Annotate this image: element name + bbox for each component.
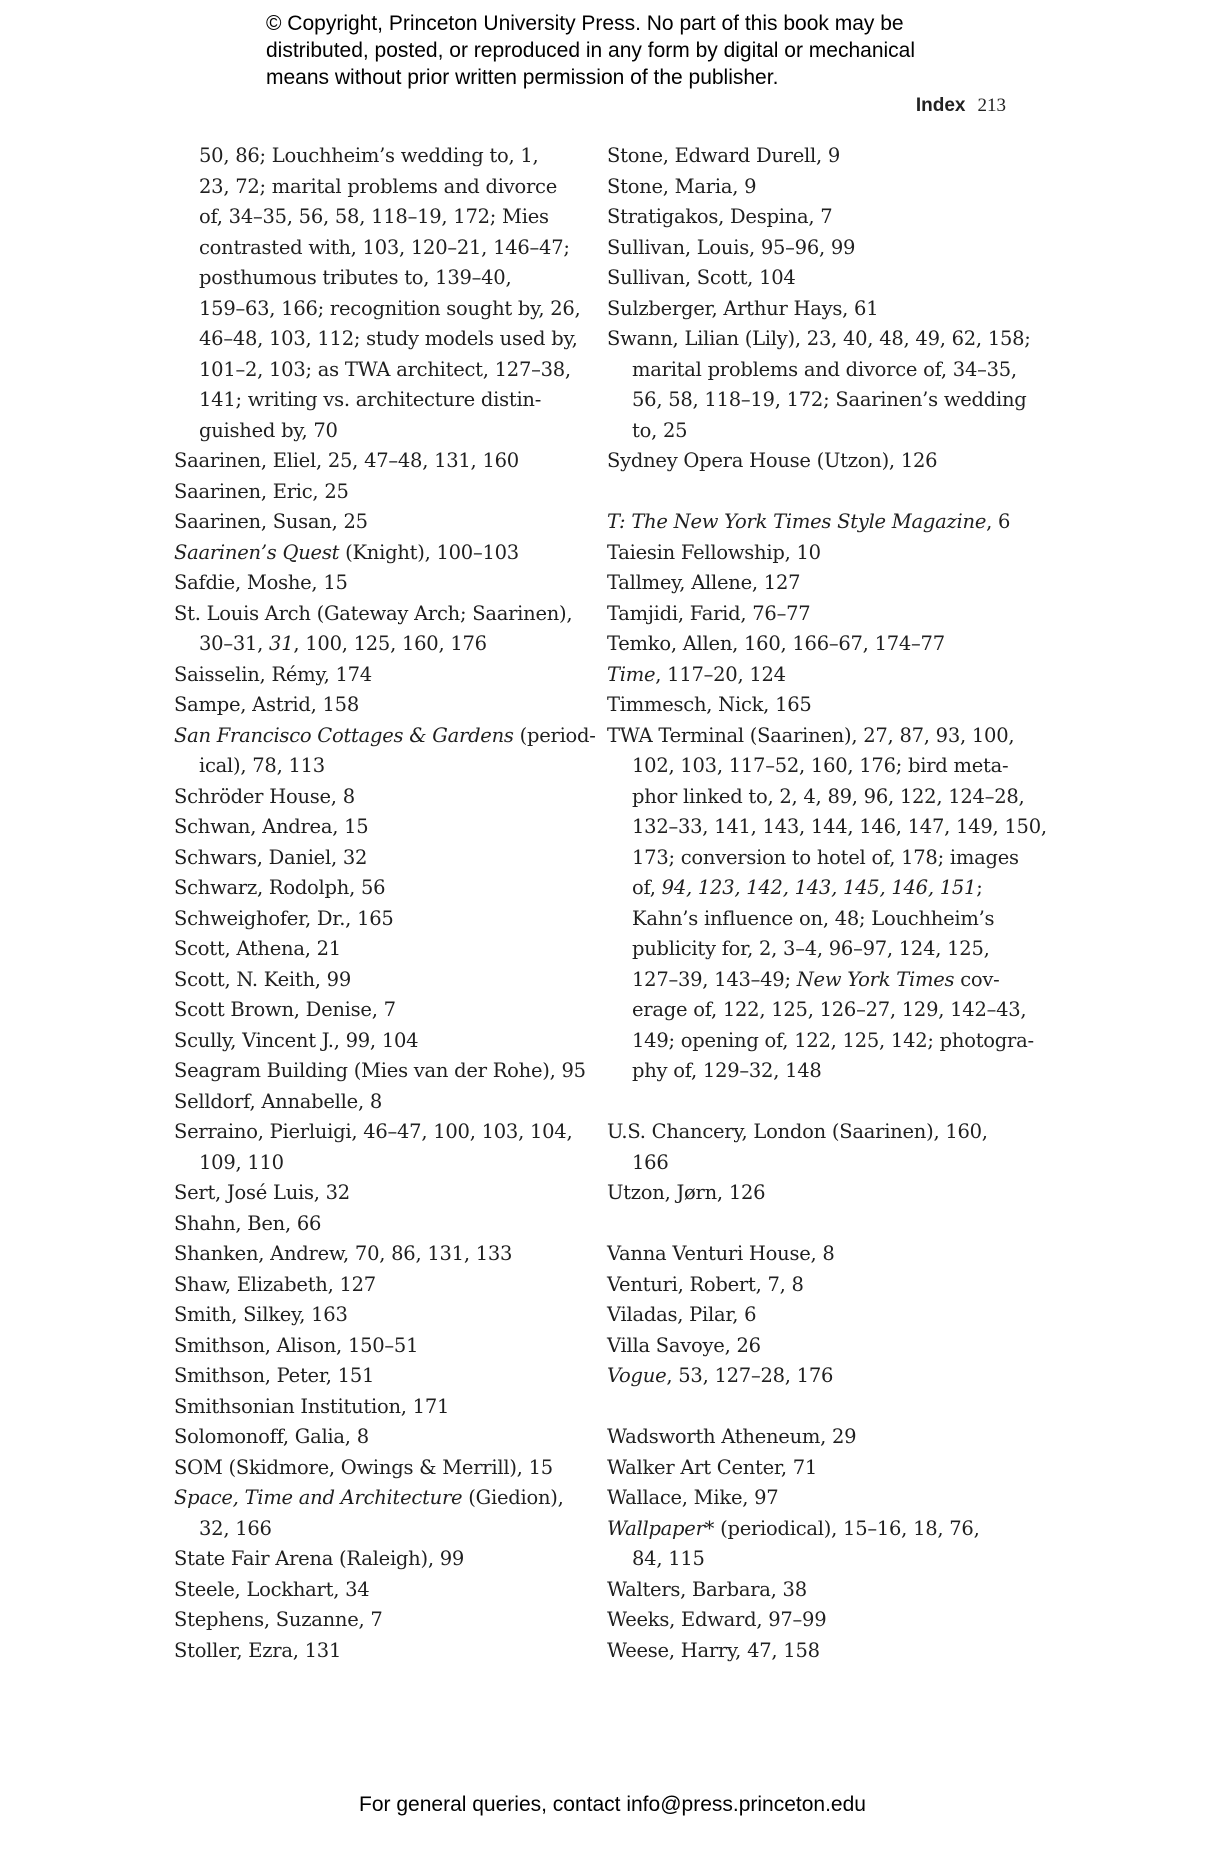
index-entry: Wadsworth Atheneum, 29 bbox=[607, 1425, 857, 1448]
entry-text: , 117–20, 124 bbox=[655, 662, 786, 686]
index-entry-continuation bbox=[607, 873, 1022, 904]
italic-page-ref: 31 bbox=[269, 632, 294, 655]
index-entry: Schröder House, 8 bbox=[174, 784, 355, 808]
index-entry-continuation: ical), 78, 113 bbox=[199, 754, 325, 777]
index-entry-continuation: 102, 103, 117–52, 160, 176; bird meta- bbox=[632, 754, 1009, 777]
copyright-line: © Copyright, Princeton University Press. No part of this book may be bbox=[266, 12, 904, 35]
index-entry: Sulzberger, Arthur Hays, 61 bbox=[607, 296, 879, 320]
index-entry-continuation: 159–63, 166; recognition sought by, 26, bbox=[199, 296, 581, 320]
index-entry-continuation: 166 bbox=[632, 1150, 669, 1174]
index-entry-continuation bbox=[174, 629, 586, 660]
index-entry-continuation: 132–33, 141, 143, 144, 146, 147, 149, 150, bbox=[632, 815, 1047, 838]
index-entry: Timmesch, Nick, 165 bbox=[607, 693, 812, 716]
index-entry: Viladas, Pilar, 6 bbox=[607, 1303, 757, 1326]
index-entry: Tamjidi, Farid, 76–77 bbox=[607, 601, 811, 625]
index-entry: Saarinen, Susan, 25 bbox=[174, 510, 368, 533]
index-entry: TWA Terminal (Saarinen), 27, 87, 93, 100, bbox=[607, 723, 1015, 747]
italic-title: San Francisco Cottages & Gardens bbox=[174, 723, 514, 747]
entry-text: (Giedion), bbox=[462, 1486, 564, 1509]
index-entry bbox=[607, 1361, 1022, 1392]
index-entry: Solomonoff, Galia, 8 bbox=[174, 1425, 369, 1448]
index-entry: Saarinen, Eric, 25 bbox=[174, 479, 349, 503]
entry-text: of, bbox=[632, 876, 662, 899]
index-entry bbox=[174, 538, 586, 569]
index-entry-continuation: 46–48, 103, 112; study models used by, bbox=[199, 327, 578, 350]
index-entry: Sert, José Luis, 32 bbox=[174, 1181, 350, 1204]
index-entry-continuation: 32, 166 bbox=[199, 1516, 272, 1540]
index-entry: Sydney Opera House (Utzon), 126 bbox=[607, 449, 938, 472]
index-entry: Scully, Vincent J., 99, 104 bbox=[174, 1028, 419, 1052]
index-entry-continuation: phy of, 129–32, 148 bbox=[632, 1059, 822, 1082]
entry-text: (Knight), 100–103 bbox=[339, 540, 519, 564]
index-entry: Shaw, Elizabeth, 127 bbox=[174, 1272, 376, 1296]
index-entry: Schwars, Daniel, 32 bbox=[174, 845, 368, 869]
running-head bbox=[866, 95, 1006, 117]
italic-title: Time bbox=[607, 662, 656, 686]
index-entry: Stone, Edward Durell, 9 bbox=[607, 144, 841, 167]
index-entry: Walters, Barbara, 38 bbox=[607, 1577, 807, 1601]
index-entry-continuation: publicity for, 2, 3–4, 96–97, 124, 125, bbox=[632, 937, 990, 960]
italic-title: New York Times bbox=[796, 967, 955, 991]
index-entry bbox=[174, 1483, 586, 1514]
italic-title: Space, Time and Architecture bbox=[174, 1486, 463, 1509]
index-entry-continuation: 173; conversion to hotel of, 178; images bbox=[632, 845, 1019, 869]
index-entry: Tallmey, Allene, 127 bbox=[607, 571, 801, 594]
italic-title: Vogue bbox=[607, 1364, 667, 1387]
page-number: 213 bbox=[977, 95, 1006, 116]
index-entry: Stephens, Suzanne, 7 bbox=[174, 1608, 383, 1631]
entry-text: cov- bbox=[954, 967, 1000, 991]
letter-group-gap bbox=[607, 477, 1022, 508]
index-entry-continuation: 50, 86; Louchheim’s wedding to, 1, bbox=[199, 144, 539, 167]
index-entry bbox=[174, 721, 596, 752]
index-entry: Steele, Lockhart, 34 bbox=[174, 1577, 370, 1601]
index-entry: Vanna Venturi House, 8 bbox=[607, 1242, 835, 1265]
index-entry-continuation: guished by, 70 bbox=[199, 418, 338, 442]
index-entry-continuation bbox=[607, 965, 1022, 996]
index-entry: Smithson, Alison, 150–51 bbox=[174, 1333, 419, 1357]
index-entry: Stone, Maria, 9 bbox=[607, 174, 757, 198]
index-entry-continuation: 84, 115 bbox=[632, 1547, 705, 1570]
index-entry-continuation: 109, 110 bbox=[199, 1150, 284, 1174]
index-entry: Taiesin Fellowship, 10 bbox=[607, 540, 821, 564]
index-entry-continuation: 141; writing vs. architecture distin- bbox=[199, 388, 542, 411]
index-entry: Stoller, Ezra, 131 bbox=[174, 1638, 342, 1662]
index-entry: Villa Savoye, 26 bbox=[607, 1333, 761, 1357]
copyright-line: means without prior written permission of the publisher. bbox=[266, 66, 779, 89]
index-entry: Sullivan, Louis, 95–96, 99 bbox=[607, 235, 856, 259]
index-entry: Scott Brown, Denise, 7 bbox=[174, 998, 396, 1021]
running-head-label: Index bbox=[915, 95, 966, 116]
entry-text: St. Louis Arch (Gateway Arch; Saarinen), bbox=[174, 601, 573, 625]
index-entry: Stratigakos, Despina, 7 bbox=[607, 205, 833, 228]
index-entry: Shahn, Ben, 66 bbox=[174, 1211, 322, 1235]
index-entry: Sullivan, Scott, 104 bbox=[607, 266, 796, 289]
entry-text: , 53, 127–28, 176 bbox=[666, 1364, 834, 1387]
italic-title: Saarinen’s Quest bbox=[174, 540, 340, 564]
index-entry: Schwan, Andrea, 15 bbox=[174, 815, 369, 838]
index-entry: Sampe, Astrid, 158 bbox=[174, 693, 359, 716]
entry-text: , 6 bbox=[986, 510, 1011, 533]
index-entry: Smith, Silkey, 163 bbox=[174, 1303, 348, 1326]
index-entry-continuation: to, 25 bbox=[632, 418, 688, 442]
letter-group-gap bbox=[607, 1392, 1022, 1423]
index-entry: Selldorf, Annabelle, 8 bbox=[174, 1089, 383, 1113]
index-entry-continuation: contrasted with, 103, 120–21, 146–47; bbox=[199, 235, 570, 259]
index-entry: Seagram Building (Mies van der Rohe), 95 bbox=[174, 1059, 586, 1082]
index-entry-continuation: of, 34–35, 56, 58, 118–19, 172; Mies bbox=[199, 205, 549, 228]
index-entry: Shanken, Andrew, 70, 86, 131, 133 bbox=[174, 1242, 513, 1265]
index-entry-continuation: phor linked to, 2, 4, 89, 96, 122, 124–28, bbox=[632, 784, 1025, 808]
index-entry bbox=[607, 1514, 1022, 1545]
index-entry: Schweighofer, Dr., 165 bbox=[174, 906, 394, 930]
index-entry: Weeks, Edward, 97–99 bbox=[607, 1608, 827, 1631]
index-entry: SOM (Skidmore, Owings & Merrill), 15 bbox=[174, 1455, 553, 1479]
index-entry bbox=[607, 507, 1022, 538]
index-entry: Scott, Athena, 21 bbox=[174, 937, 341, 960]
footer-contact: For general queries, contact info@press.princeton.edu bbox=[359, 1793, 866, 1816]
index-entry-continuation: posthumous tributes to, 139–40, bbox=[199, 266, 512, 289]
letter-group-gap bbox=[607, 1209, 1022, 1240]
index-entry: Venturi, Robert, 7, 8 bbox=[607, 1272, 804, 1296]
index-entry: Temko, Allen, 160, 166–67, 174–77 bbox=[607, 632, 945, 655]
index-entry: Smithsonian Institution, 171 bbox=[174, 1394, 450, 1418]
index-entry-continuation: 23, 72; marital problems and divorce bbox=[199, 174, 557, 198]
index-entry: Utzon, Jørn, 126 bbox=[607, 1181, 766, 1204]
index-entry bbox=[174, 599, 586, 630]
index-entry: Safdie, Moshe, 15 bbox=[174, 571, 348, 594]
italic-title: Wallpaper* bbox=[607, 1516, 715, 1540]
index-entry: Smithson, Peter, 151 bbox=[174, 1364, 375, 1387]
index-entry: Swann, Lilian (Lily), 23, 40, 48, 49, 62, 158; bbox=[607, 327, 1031, 350]
index-entry-continuation: 101–2, 103; as TWA architect, 127–38, bbox=[199, 357, 571, 381]
entry-text: (periodical), 15–16, 18, 76, bbox=[714, 1516, 980, 1540]
index-entry: Wallace, Mike, 97 bbox=[607, 1486, 779, 1509]
index-entry: Weese, Harry, 47, 158 bbox=[607, 1638, 820, 1662]
copyright-line: distributed, posted, or reproduced in any form by digital or mechanical bbox=[266, 39, 916, 62]
index-entry: Saisselin, Rémy, 174 bbox=[174, 662, 372, 686]
entry-text: 127–39, 143–49; bbox=[632, 967, 797, 991]
italic-page-refs: 94, 123, 142, 143, 145, 146, 151 bbox=[661, 876, 977, 899]
index-entry-continuation: Kahn’s influence on, 48; Louchheim’s bbox=[632, 906, 995, 930]
index-entry: Serraino, Pierluigi, 46–47, 100, 103, 104, bbox=[174, 1120, 573, 1143]
italic-title: T: The New York Times Style Magazine bbox=[607, 510, 987, 533]
index-column-right bbox=[607, 141, 1047, 1666]
copyright-notice bbox=[266, 10, 1026, 91]
index-entry: State Fair Arena (Raleigh), 99 bbox=[174, 1547, 465, 1570]
index-entry: Schwarz, Rodolph, 56 bbox=[174, 876, 386, 899]
index-column-left bbox=[174, 141, 596, 1666]
index-entry bbox=[607, 660, 1022, 691]
entry-text: ; bbox=[976, 876, 983, 899]
letter-group-gap bbox=[607, 1087, 1022, 1118]
entry-text: (period- bbox=[513, 723, 596, 747]
entry-text: , 100, 125, 160, 176 bbox=[293, 632, 487, 655]
index-entry: Scott, N. Keith, 99 bbox=[174, 967, 351, 991]
index-entry: U.S. Chancery, London (Saarinen), 160, bbox=[607, 1120, 988, 1143]
index-entry-continuation: marital problems and divorce of, 34–35, bbox=[632, 357, 1017, 381]
index-entry-continuation: 149; opening of, 122, 125, 142; photogra- bbox=[632, 1028, 1034, 1052]
index-entry-continuation: 56, 58, 118–19, 172; Saarinen’s wedding bbox=[632, 388, 1027, 411]
index-entry-continuation: erage of, 122, 125, 126–27, 129, 142–43, bbox=[632, 998, 1027, 1021]
index-entry: Walker Art Center, 71 bbox=[607, 1455, 818, 1479]
entry-text: 30–31, bbox=[199, 632, 270, 655]
index-entry: Saarinen, Eliel, 25, 47–48, 131, 160 bbox=[174, 449, 519, 472]
